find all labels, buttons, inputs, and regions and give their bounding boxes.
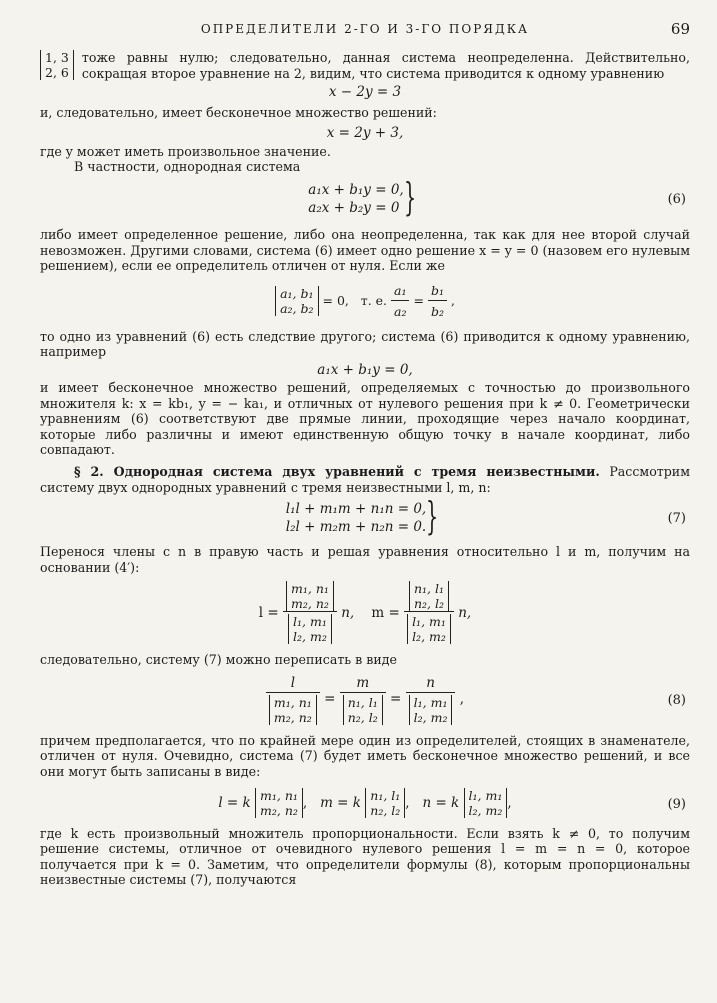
page-number: 69 (670, 20, 690, 38)
brace-icon: } (403, 174, 416, 219)
intro-determinant: 1, 3 2, 6 (40, 50, 74, 80)
homog-text-2: либо имеет определенное решение, либо она неопределенна, так как для нее второй случай невозможен. Другими словами, система (6) имеет одно решение x = y = 0 (назовем его нулевым решением), если ее определитель отличен от нуля. Если же (40, 226, 690, 274)
fraction-l (283, 581, 337, 644)
determinant-m1n1: m₁, n₁ m₂, n₂ (286, 581, 334, 611)
section-text-2: Перенося члены с n в правую часть и решая уравнения относительно l и m, получим на основании (4′): (40, 544, 690, 575)
intro-text-2: и, следовательно, имеет бесконечное множество решений: (40, 105, 437, 121)
system-7-eq-b: l₂l + m₂m + n₂n = 0. (285, 519, 427, 536)
system-6-eq-b: a₂x + b₂y = 0 (308, 199, 400, 216)
determinant-n1l1: n₁, l₁ n₂, l₂ (409, 581, 449, 611)
homog-text-3: то одно из уравнений (6) есть следствие другого; система (6) приводится к одному уравнению, например (40, 328, 690, 360)
system-7-eq-a: l₁l + m₁m + n₁n = 0, (285, 501, 427, 518)
section-heading: § 2. Однородная система двух уравнений с тремя неизвестными. (74, 463, 600, 479)
determinant-ab: a₁, b₁ a₂, b₂ (275, 286, 318, 316)
equation-x-eq: x = 2y + 3, (326, 124, 404, 141)
equation-label-7: (7) (667, 511, 686, 527)
fraction-m (404, 581, 454, 644)
running-header (40, 22, 690, 44)
fraction-8-l: l m₁, n₁ m₂, n₂ (266, 674, 320, 725)
degenerate-condition: a₁, b₁ a₂, b₂ = 0, т. е. $\frac{\text{a₁}}{\text{a₂}}$ = $\frac{\text{b₁}}{\text{b₂}}$ , (40, 282, 690, 321)
system-6 (40, 174, 690, 221)
solution-9: l = k m₁, n₁ m₂, n₂ , m = k n₁, l₁ n₂, l₂ , n = k l₁, m₁ l₂, m₂ , (9) (218, 787, 686, 818)
section-text-1: Рассмотрим систему двух однородных уравнений с тремя неизвестными l, m, n: (40, 463, 690, 495)
equation-x-2y: x − 2y = 3 (328, 84, 402, 101)
brace-icon: } (426, 494, 439, 539)
proportion-8: l m₁, n₁ m₂, n₂ = m n₁, l₁ n₂, l₂ = n l₁, m₁ l₂, m₂ , (8) (40, 674, 690, 725)
system-7 (40, 494, 690, 540)
section-2-paragraph (40, 464, 690, 495)
determinant-l1m1-b: l₁, m₁ l₂, m₂ (407, 614, 451, 644)
fraction-8-n: n l₁, m₁ l₂, m₂ (406, 674, 456, 725)
section-text-5: где k есть произвольный множитель пропорциональности. Если взять k ≠ 0, то получим решение системы, отличное от очевидного нулевого решения l = m = n = 0, которое получается при k = 0. Заметим, что определители формулы (8), которым пропорциональны неизвестные системы (7), получаются (40, 825, 690, 888)
equation-label-6: (6) (667, 191, 686, 207)
section-text-3: следовательно, систему (7) можно переписать в виде (40, 652, 397, 668)
intro-text-3: где y может иметь произвольное значение. (40, 143, 331, 159)
book-page (40, 22, 690, 888)
intro-block (40, 50, 690, 159)
homog-text-4: и имеет бесконечное множество решений, определяемых с точностью до произвольного множителя k: x = kb₁, y = − ka₁, и отличных от нулевого решения при k ≠ 0. Геометрически уравнениям (6) соответствуют две прямые линии, проходящие через начало координат, которые либо различны и имеют единственную общую точку в начале координат, либо совпадают. (40, 379, 690, 458)
determinant-l1m1: l₁, m₁ l₂, m₂ (288, 614, 332, 644)
section-text-4: причем предполагается, что по крайней мере один из определителей, стоящих в знаменателе, отличен от нуля. Очевидно, система (7) будет иметь бесконечное множество решений, и все они могут быть записаны в виде: (40, 732, 690, 780)
fraction-8-m: m n₁, l₁ n₂, l₂ (340, 674, 386, 725)
cramer-formulas: l = m₁, n₁ m₂, n₂ l₁, m₁ l₂, m₂ n, m = n₁, l₁ n₂, l₂ l₁, m₁ l₂, m₂ n, (258, 581, 472, 645)
fraction-b: $\frac{\text{b₁}}{\text{b₂}}$ (428, 282, 447, 321)
header-title: ОПРЕДЕЛИТЕЛИ 2-ГО И 3-ГО ПОРЯДКА (200, 22, 530, 36)
intro-text-1: тоже равны нулю; следовательно, данная система неопределенна. Действительно, сокращая второе уравнение на 2, видим, что система приводится к одному уравнению (81, 50, 690, 81)
homog-text-1: В частности, однородная система (74, 159, 301, 175)
system-6-eq-a: a₁x + b₁y = 0, (308, 181, 404, 198)
equation-single: a₁x + b₁y = 0, (317, 361, 413, 378)
equation-label-8: (8) (667, 692, 686, 708)
equation-label-9: (9) (667, 796, 686, 812)
fraction-a: $\frac{\text{a₁}}{\text{a₂}}$ (391, 282, 409, 321)
